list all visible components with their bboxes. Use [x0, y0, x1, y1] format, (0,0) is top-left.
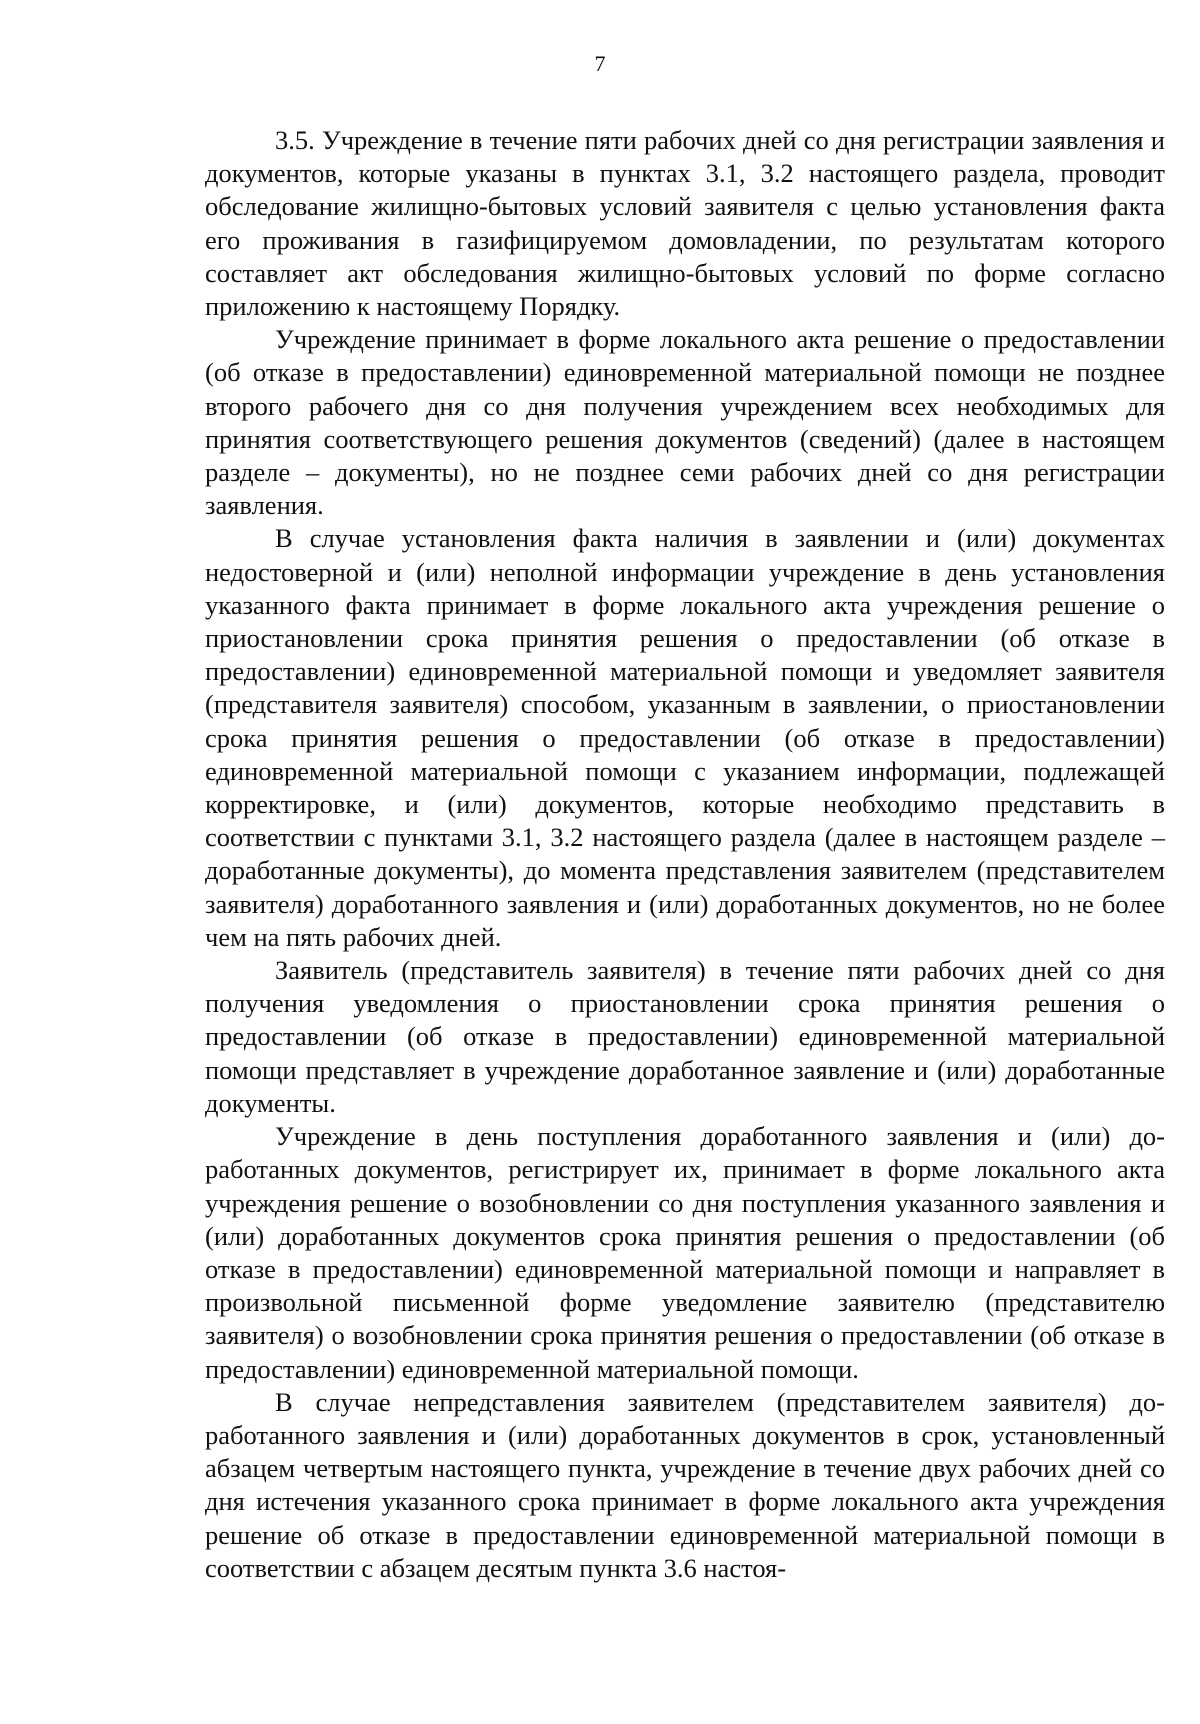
- paragraph-applicant-submission: Заявитель (представитель заявителя) в течение пяти рабочих дней со дня получения уведомления о приостановлении срока принятия решения о предоставлении (об отказе в предоставлении) единовременной материальной помощи представляет в учреждение доработанное заявление и (или) доработанные документы.: [205, 955, 1165, 1118]
- paragraph-suspension: В случае установления факта наличия в заявлении и (или) документах недостоверной и (или) неполной информации учреждение в день установления указанного факта принимает в форме локального акта учреждения решение о приостановлении срока принятия решения о предоставлении (об отказе в предоставлении) единовременной материальной помощи и уведомляет заявителя (представителя заявителя) способом, указанным в заявлении, о приостановлении срока принятия решения о предоставлении (об отказе в предоставлении) единовременной материальной помощи с указанием информации, подлежащей корректировке, и (или) документов, которые необходимо представить в соответствии с пунктами 3.1, 3.2 настоящего раздела (далее в настоящем разделе – доработанные документы), до момента представления заявителем (представителем заявителя) доработанного заявления и (или) доработанных документов, но не более чем на пять рабочих дней.: [205, 523, 1165, 952]
- paragraph-resumption: Учреждение в день поступления доработанного заявления и (или) доработанных документов, регистрирует их, принимает в форме локального акта учреждения решение о возобновлении со дня поступления указанного заявления и (или) доработанных документов срока принятия решения о предоставлении (об отказе в предоставлении) единовременной материальной помощи и направляет в произвольной письменной форме уведомление заявителю (представителю заявителя) о возобновлении срока принятия решения о предоставлении (об отказе в предоставлении) единовременной материальной помощи.: [205, 1121, 1165, 1384]
- paragraph-3-5: 3.5. Учреждение в течение пяти рабочих дней со дня регистрации заявления и документов, которые указаны в пунктах 3.1, 3.2 настоящего раздела, проводит обследование жилищно-бытовых условий заявителя с целью установления факта его проживания в газифицируемом домовладении, по результатам которого составляет акт обследования жилищно-бытовых условий по форме согласно приложению к настоящему Порядку.: [205, 125, 1165, 322]
- document-body: [205, 124, 1165, 1585]
- paragraph-non-submission: В случае непредставления заявителем (представителем заявителя) доработанного заявления и (или) доработанных документов в срок, установленный абзацем четвертым настоящего пункта, учреждение в течение двух рабочих дней со дня истечения указанного срока принимает в форме локального акта учреждения решение об отказе в предоставлении единовременной материальной помощи в соответствии с абзацем десятым пункта 3.6 настоя-: [205, 1386, 1165, 1583]
- paragraph-decision: Учреждение принимает в форме локального акта решение о предоставлении (об отказе в предоставлении) единовременной материальной помощи не позднее второго рабочего дня со дня получения учреждением всех необходимых для принятия соответствующего решения документов (сведений) (далее в настоящем разделе – документы), но не позднее семи рабочих дней со дня регистрации заявления.: [205, 324, 1165, 521]
- page-number: 7: [594, 51, 606, 76]
